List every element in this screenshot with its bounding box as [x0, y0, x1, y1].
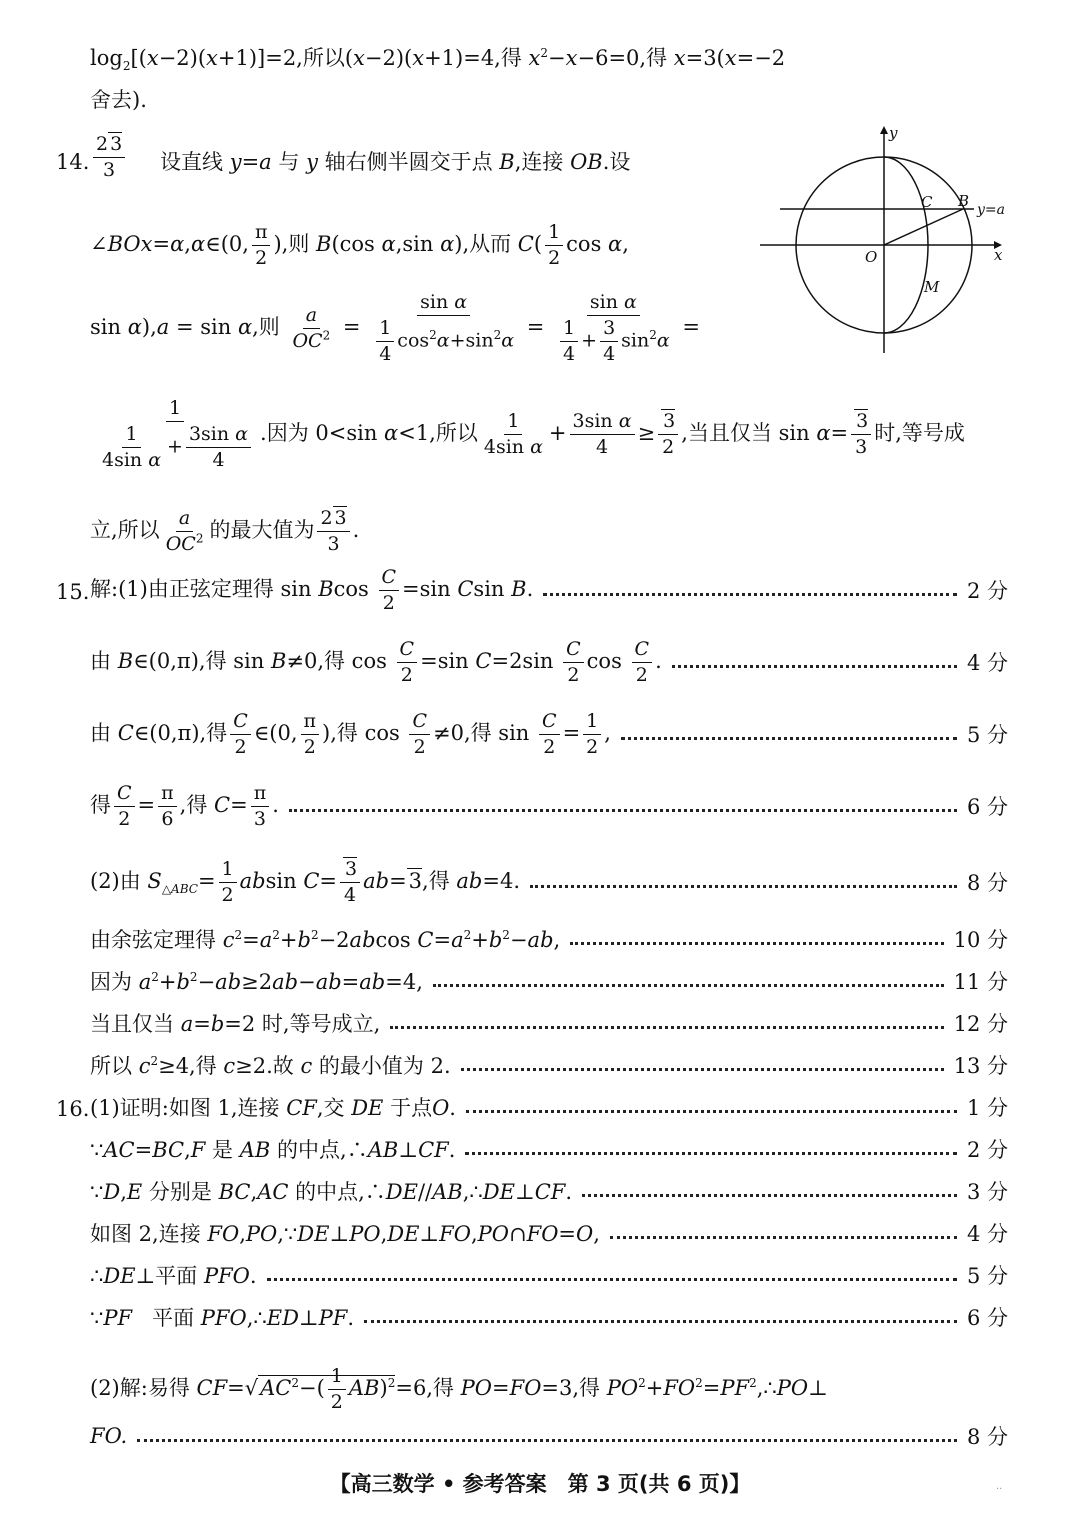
leader-dots [433, 984, 944, 987]
leader-dots [672, 665, 957, 668]
p13-line2: 舍去). [90, 88, 147, 112]
q14-answer-den: 3 [103, 158, 116, 181]
label-y: y [889, 124, 898, 142]
label-B: B [958, 192, 970, 210]
leader-dots [289, 809, 957, 812]
q16-row-5: ∴DE⊥平面 PFO. 5 分 [90, 1261, 1008, 1289]
q14-line3: sin α),a = sin α,则 $\frac{a}{OC^2}$ = sin α $\frac{1}{4}$ $\cos^2\alpha+\sin^2\alpha$ = sin α $\frac{1}{4}$ + $\frac{3}{4}$ $\sin^2\alpha$ = [90, 291, 700, 365]
q14-line1: 设直线 y=a 与 y 轴右侧半圆交于点 B,连接 OB.设 [160, 150, 631, 174]
leader-dots [610, 1236, 957, 1239]
q15-row-7: 因为 $a^2+b^2-ab\ge 2ab-ab=ab=4$, 11 分 [90, 967, 1008, 995]
q16-number: 16. [56, 1097, 90, 1121]
label-x: x [994, 246, 1003, 264]
q16-row-4: 如图 2,连接 FO,PO,∵DE⊥PO,DE⊥FO,PO∩FO=O, 4 分 [90, 1219, 1008, 1247]
q16-part2-line2 [90, 1422, 1008, 1450]
leader-dots [137, 1439, 957, 1442]
corner-mark: ·· [996, 1484, 1003, 1495]
leader-dots [530, 885, 957, 888]
q14-answer-num: 2 3 [93, 134, 125, 158]
leader-dots [543, 593, 957, 596]
q15-row-9: 所以 $c^2\ge 4$,得 c≥2.故 c 的最小值为 2. 13 分 [90, 1051, 1008, 1079]
score: 6 分 [966, 795, 1008, 819]
score: 2 分 [966, 1138, 1008, 1162]
q16-row-6: ∵PF 平面 PFO,∴ED⊥PF. 6 分 [90, 1303, 1008, 1331]
q15-row-4: 得 $\frac{C}{2}$ = $\frac{\pi}{6}$ ,得 C= $\frac{\pi}{3}$ . 6 分 [90, 781, 1008, 830]
score: 6 分 [966, 1306, 1008, 1330]
q14-answer [90, 134, 128, 181]
q15-row-6: 由余弦定理得 $c^2=a^2+b^2-2abcos$ $C=a^2+b^2-ab$, 10 分 [90, 925, 1008, 953]
q16-row-3: ∵D,E 分别是 BC,AC 的中点,∴DE//AB,∴DE⊥CF. 3 分 [90, 1177, 1008, 1205]
q16-row-1: (1)证明:如图 1,连接 CF,交 DE 于点O. 1 分 [90, 1093, 1008, 1121]
score: 8 分 [966, 1425, 1008, 1449]
label-C: C [921, 193, 933, 211]
score: 4 分 [966, 1222, 1008, 1246]
q15-number: 15. [56, 580, 90, 604]
p13-line1: $\log_2[(x-2)(x+1)]=2$,所以(x−2)(x+1)=4,得 $x^2-x-6=0$,得 x=3(x=−2 [90, 46, 786, 74]
q16-part2-fo: FO. [90, 1424, 128, 1448]
leader-dots [570, 942, 943, 945]
leader-dots [461, 1068, 944, 1071]
score: 5 分 [966, 1264, 1008, 1288]
q14-figure [760, 124, 1050, 364]
q15-row-5: (2)由 $S_{\triangle ABC}=$ $\frac{1}{2}$ absin C= $\frac{3}{4}$ ab=3,得 ab=4. 8 分 [90, 857, 1008, 906]
score: 4 分 [966, 651, 1008, 675]
label-M: M [924, 278, 940, 296]
leader-dots [465, 1152, 957, 1155]
q14-number: 14. [56, 150, 90, 174]
score: 2 分 [966, 579, 1008, 603]
leader-dots [267, 1278, 957, 1281]
score: 11 分 [953, 970, 1008, 994]
score: 13 分 [953, 1054, 1008, 1078]
score: 10 分 [953, 928, 1008, 952]
label-O: O [865, 248, 878, 266]
page-footer: 【高三数学 • 参考答案 第 3 页(共 6 页)】 [329, 1472, 751, 1496]
leader-dots [364, 1320, 957, 1323]
leader-dots [582, 1194, 957, 1197]
leader-dots [621, 737, 957, 740]
q14-line2: ∠BOx=α,α∈(0, $\frac{\pi}{2}$ ),则 B(cos α,sin α),从而 C( $\frac{1}{2}$ cos α, [90, 221, 629, 269]
q14-line5: 立,所以 $\frac{a}{OC^2}$ 的最大值为 $\frac{2 3}{3}$ . [90, 507, 360, 555]
q16-row-2: ∵AC=BC,F 是 AB 的中点,∴AB⊥CF. 2 分 [90, 1135, 1008, 1163]
q15-row-2: 由 B∈(0,π),得 sin B≠0,得 cos $\frac{C}{2}$ =sin C=2sin $\frac{C}{2}$ cos $\frac{C}{2}$ . 4 分 [90, 637, 1008, 686]
q15-row-8: 当且仅当 a=b=2 时,等号成立, 12 分 [90, 1009, 1008, 1037]
score: 1 分 [966, 1096, 1008, 1120]
score: 5 分 [966, 723, 1008, 747]
label-line: y=a [977, 202, 1005, 218]
score: 12 分 [953, 1012, 1008, 1036]
q16-part2-line1: (2)解:易得 $CF=√AC^2-$( $\frac{1}{2}$ AB)$^2$=6,得 PO=FO=3,得 $PO^2+FO^2=PF^2,\therefore PO\perp$ [90, 1365, 828, 1413]
leader-dots [466, 1110, 957, 1113]
score: 8 分 [966, 871, 1008, 895]
segment-OB [884, 209, 963, 245]
y-arrow-icon [880, 126, 888, 134]
q15-row-3: 由 C∈(0,π),得 $\frac{C}{2}$ ∈(0, $\frac{\pi}{2}$ ),得 cos $\frac{C}{2}$ ≠0,得 sin $\frac{C}{2}$ = $\frac{1}{2}$ , 5 分 [90, 709, 1008, 758]
leader-dots [390, 1026, 943, 1029]
q14-line4: 1 $\frac{1}{\text{4sin α}}$ + $\frac{\text{3sin α}}{4}$ .因为 0<sin α<1,所以 $\frac{1}{\text{4sin α}}$ + $\frac{\text{3sin α}}{4}$ ≥ $\frac{3}{2}$ ,当且仅当 sin α= $\frac{3}{3}$ 时,等号成 [102, 397, 965, 471]
q15-row-1: 解:(1)由正弦定理得 sin Bcos $\frac{C}{2}$ =sin Csin B. 2 分 [90, 565, 1008, 614]
score: 3 分 [966, 1180, 1008, 1204]
